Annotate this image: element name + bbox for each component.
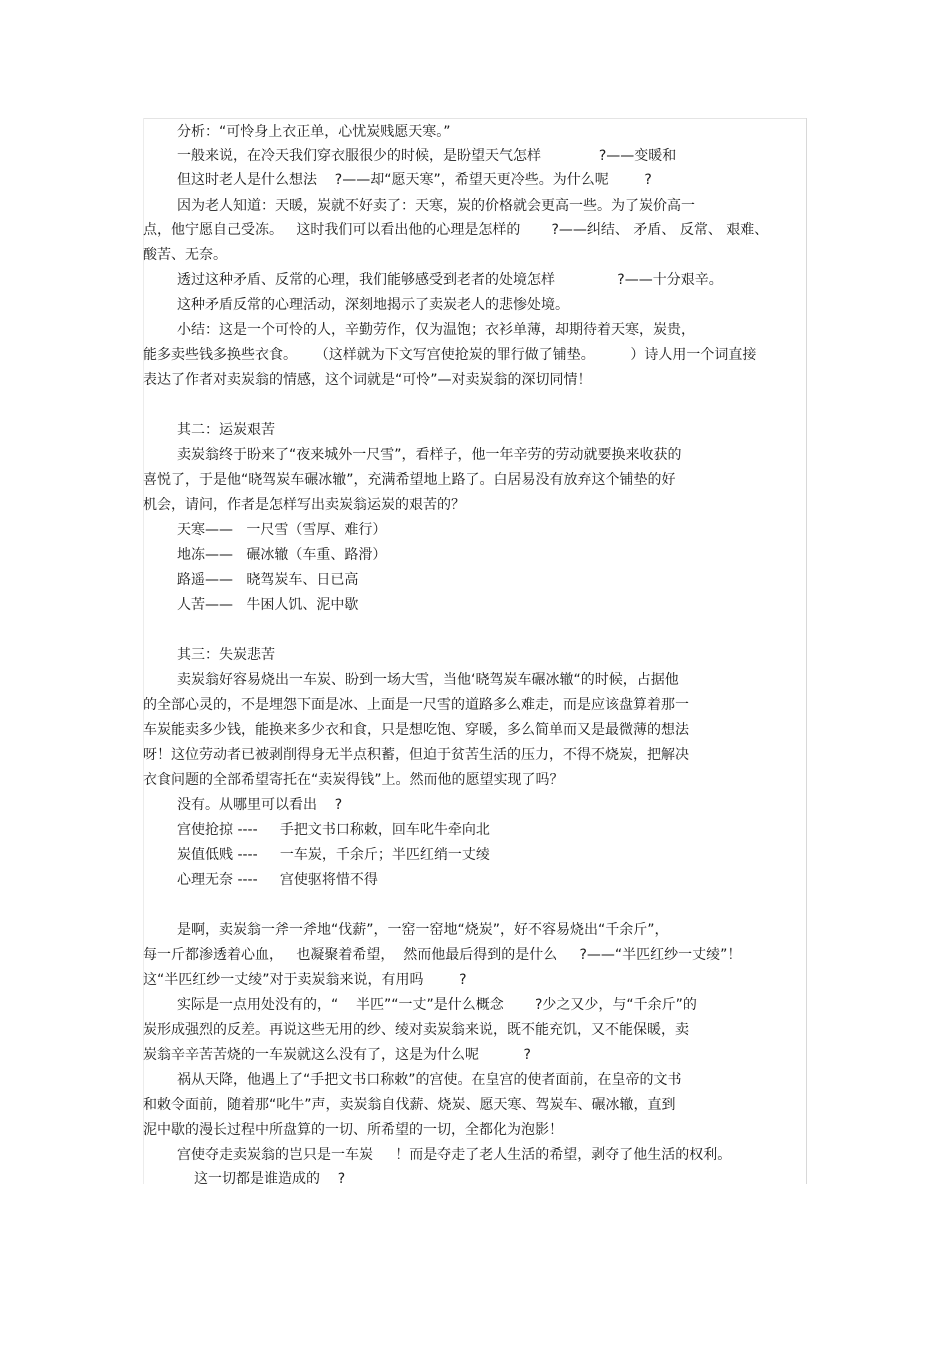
paragraph-line: 祸从天降，他遇上了“手把文书口称敕”的宫使。在皇宫的使者面前，在皇帝的文书	[177, 1072, 682, 1088]
paragraph-line: 这“半匹红纱一丈绫”对于卖炭翁来说，有用吗 ?	[143, 972, 467, 988]
section-heading: 其二：运炭艰苦	[177, 422, 275, 438]
list-item: 宫使抢掠 ---- 手把文书口称敕，回车叱牛牵向北	[177, 822, 490, 838]
paragraph-line: 的全部心灵的，不是埋怨下面是冰、上面是一尺雪的道路多么难走，而是应该盘算着那一	[143, 697, 689, 713]
paragraph-line: 衣食问题的全部希望寄托在“卖炭得钱”上。然而他的愿望实现了吗？	[143, 772, 564, 788]
paragraph-line: 机会，请问，作者是怎样写出卖炭翁运炭的艰苦的？	[143, 497, 465, 513]
paragraph-line: 泥中歇的漫长过程中所盘算的一切、所希望的一切，全都化为泡影！	[143, 1122, 563, 1138]
list-item: 人苦—— 牛困人饥、泥中歇	[177, 597, 359, 613]
paragraph-line: 炭翁辛辛苦苦烧的一车炭就这么没有了，这是为什么呢 ?	[143, 1047, 531, 1063]
paragraph-line: 这一切都是谁造成的 ?	[194, 1171, 346, 1187]
paragraph-line: 但这时老人是什么想法 ?——却“愿天寒”，希望天更冷些。为什么呢 ?	[177, 172, 652, 188]
section-heading: 其三：失炭悲苦	[177, 647, 275, 663]
list-item: 天寒—— 一尺雪（雪厚、难行）	[177, 522, 387, 538]
list-item: 地冻—— 碾冰辙（车重、路滑）	[177, 547, 387, 563]
paragraph-line: 车炭能卖多少钱，能换来多少衣和食，只是想吃饱、穿暖，多么简单而又是最微薄的想法	[143, 722, 689, 738]
paragraph-line: 宫使夺走卖炭翁的岂只是一车炭 ！而是夺走了老人生活的希望，剥夺了他生活的权利。	[177, 1147, 732, 1163]
paragraph-line: 实际是一点用处没有的，“ 半匹”“一丈”是什么概念 ?少之又少，与“千余斤”的	[177, 997, 697, 1013]
paragraph-line: 透过这种矛盾、反常的心理，我们能够感受到老者的处境怎样 ?——十分艰辛。	[177, 272, 723, 288]
list-item: 路遥—— 晓驾炭车、日已高	[177, 572, 359, 588]
paragraph-line: 分析：“可怜身上衣正单，心忧炭贱愿天寒。”	[177, 124, 451, 140]
paragraph-line: 一般来说，在冷天我们穿衣服很少的时候，是盼望天气怎样 ?——变暖和	[177, 148, 677, 164]
paragraph-line: 表达了作者对卖炭翁的情感，这个词就是“可怜”—对卖炭翁的深切同情！	[143, 372, 592, 388]
paragraph-line: 酸苦、无奈。	[143, 247, 227, 263]
paragraph-line: 因为老人知道：天暖，炭就不好卖了：天寒，炭的价格就会更高一些。为了炭价高一	[177, 198, 695, 214]
frame-top-border	[143, 118, 807, 119]
paragraph-line: 能多卖些钱多换些衣食。 （这样就为下文写宫使抢炭的罪行做了铺垫。 ）诗人用一个词直接	[143, 347, 757, 363]
paragraph-line: 呀！这位劳动者已被剥削得身无半点积蓄，但迫于贫苦生活的压力，不得不烧炭，把解决	[143, 747, 689, 763]
paragraph-line: 炭形成强烈的反差。再说这些无用的纱、绫对卖炭翁来说，既不能充饥，又不能保暖，卖	[143, 1022, 689, 1038]
paragraph-line: 是啊，卖炭翁一斧一斧地“伐薪”，一窑一窑地“烧炭”，好不容易烧出“千余斤”，	[177, 922, 669, 938]
list-item: 炭值低贱 ---- 一车炭，千余斤；半匹红绡一丈绫	[177, 847, 490, 863]
paragraph-line: 和敕令面前，随着那“叱牛”声，卖炭翁自伐薪、烧炭、愿天寒、驾炭车、碾冰辙，直到	[143, 1097, 676, 1113]
frame-right-border	[806, 118, 807, 1184]
paragraph-line: 点，他宁愿自己受冻。 这时我们可以看出他的心理是怎样的 ?——纠结、 矛盾、 反常、 艰难、	[143, 222, 769, 238]
paragraph-line: 没有。从哪里可以看出 ?	[177, 797, 343, 813]
list-item: 心理无奈 ---- 宫使驱将惜不得	[177, 872, 378, 888]
paragraph-line: 卖炭翁好容易烧出一车炭、盼到一场大雪，当他‘晓驾炭车碾冰辙“的时候，占据他	[177, 672, 679, 688]
paragraph-line: 喜悦了，于是他“晓驾炭车碾冰辙”，充满希望地上路了。白居易没有放弃这个铺垫的好	[143, 472, 676, 488]
paragraph-line: 小结：这是一个可怜的人，辛勤劳作，仅为温饱；衣衫单薄，却期待着天寒，炭贵，	[177, 322, 695, 338]
paragraph-line: 每一斤都渗透着心血， 也凝聚着希望， 然而他最后得到的是什么 ?——“半匹红纱一丈绫”！	[143, 947, 742, 963]
paragraph-line: 这种矛盾反常的心理活动，深刻地揭示了卖炭老人的悲惨处境。	[177, 297, 569, 313]
paragraph-line: 卖炭翁终于盼来了“夜来城外一尺雪”，看样子，他一年辛劳的劳动就要换来收获的	[177, 447, 682, 463]
